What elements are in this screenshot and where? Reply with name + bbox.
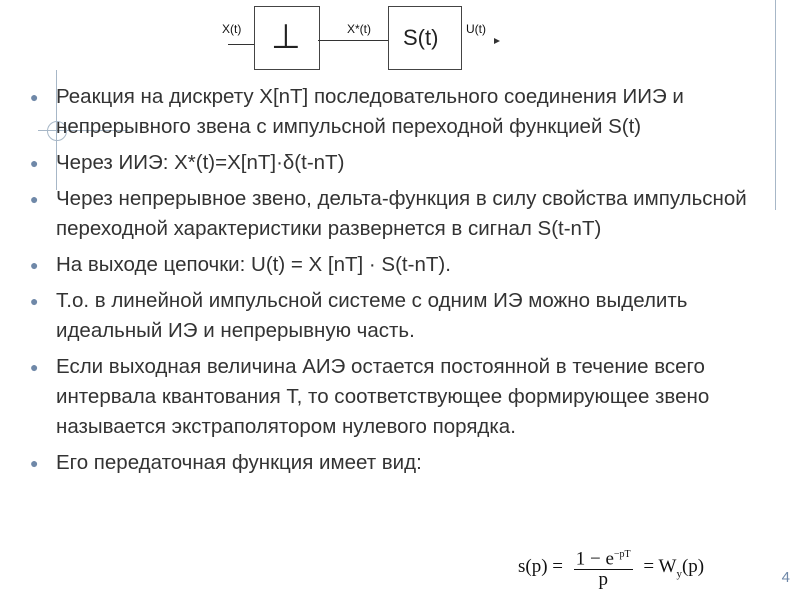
sampler-block [254, 6, 320, 70]
bullet-icon: ● [30, 155, 39, 171]
bullet-item-2 [30, 148, 770, 178]
bullet-text: На выходе цепочки: U(t) = X [nT] · S(t-nT). [56, 253, 451, 276]
formula-rhs: = W [643, 556, 677, 578]
formula-denominator: p [598, 569, 608, 591]
page-number: 4 [781, 569, 790, 586]
input-label: X(t) [222, 22, 242, 36]
middle-wire [318, 40, 388, 41]
transfer-function-formula [518, 545, 704, 590]
output-arrow [494, 38, 500, 44]
sampler-symbol: ⊥ [271, 17, 301, 57]
input-wire [228, 44, 254, 45]
bullet-text: Через ИИЭ: X*(t)=X[nT]·δ(t-nT) [56, 151, 345, 174]
bullet-icon: ● [30, 293, 39, 309]
bullet-icon: ● [30, 359, 39, 375]
bullet-list [30, 82, 770, 484]
continuous-block-label: S(t) [403, 25, 439, 50]
formula-numerator [574, 545, 633, 570]
bullet-icon: ● [30, 257, 39, 273]
output-label: U(t) [466, 22, 486, 36]
bullet-text: Через непрерывное звено, дельта-функция в силу свойства импульсной переходной характеристики развернется в сигнал S(t-nT) [56, 187, 747, 240]
formula-fraction [574, 545, 633, 590]
bullet-text: Т.о. в линейной импульсной системе с одним ИЭ можно выделить идеальный ИЭ и непрерывную часть. [56, 289, 688, 342]
bullet-icon: ● [30, 455, 39, 471]
bullet-text: Если выходная величина АИЭ остается постоянной в течение всего интервала квантования Т, то соответствующее формирующее звено называется экстраполятором нулевого порядка. [56, 355, 710, 438]
formula-lhs: s(p) = [518, 556, 564, 578]
bullet-text: Его передаточная функция имеет вид: [56, 451, 422, 474]
bullet-icon: ● [30, 191, 39, 207]
numerator-text: 1 − e [575, 548, 614, 570]
formula-rhs-sub: y [676, 567, 682, 580]
middle-label: X*(t) [347, 22, 371, 36]
bullet-item-6 [30, 352, 770, 442]
bullet-item-3 [30, 184, 770, 244]
bullet-text: Реакция на дискрету X[nT] последовательного соединения ИИЭ и непрерывного звена с импульсной переходной функцией S(t) [56, 85, 684, 138]
numerator-exponent: −pT [613, 549, 631, 560]
formula-rhs-tail: (p) [681, 556, 705, 578]
bullet-item-7 [30, 448, 770, 478]
continuous-block [388, 6, 462, 70]
bullet-icon: ● [30, 89, 39, 105]
bullet-item-1 [30, 82, 770, 142]
bullet-item-4 [30, 250, 770, 280]
bullet-item-5 [30, 286, 770, 346]
block-diagram [0, 0, 800, 70]
